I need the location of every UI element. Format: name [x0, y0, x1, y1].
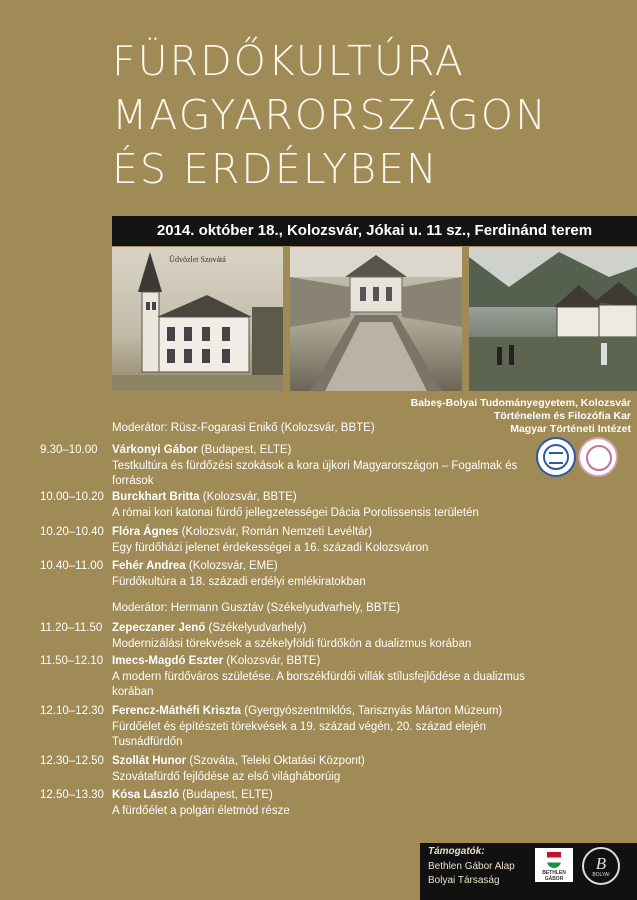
speaker-affiliation: (Szováta, Teleki Oktatási Központ) — [186, 755, 365, 767]
date-location-bar: 2014. október 18., Kolozsvár, Jókai u. 11 sz., Ferdinánd terem — [112, 216, 637, 246]
moderator-1: Moderátor: Rüsz-Fogarasi Enikő (Kolozsvár, BBTE) — [112, 422, 375, 434]
program-speaker-line — [112, 789, 273, 801]
speaker-name: Ferencz-Máthéfi Kriszta — [112, 705, 242, 717]
program-speaker-line — [112, 755, 365, 767]
chalet-photo — [469, 247, 637, 391]
bolyai-tarsasag-logo — [582, 847, 620, 885]
talk-title: A fürdőélet a polgári életmód része — [112, 805, 290, 817]
speaker-name: Várkonyi Gábor — [112, 444, 198, 456]
program-speaker-line — [112, 622, 306, 634]
speaker-affiliation: (Kolozsvár, Román Nemzeti Levéltár) — [178, 526, 373, 538]
program-time: 9.30–10.00 — [40, 444, 98, 456]
poster-title — [112, 34, 622, 196]
title-line-2: MAGYARORSZÁGON — [112, 91, 548, 139]
speaker-affiliation: (Gyergyószentmiklós, Tarisznyás Márton Múzeum) — [241, 705, 503, 717]
program-speaker-line — [112, 560, 278, 572]
talk-title: A modern fürdőváros születése. A borszékfürdői villák stílusfejlődése a dualizmus korában — [112, 671, 525, 698]
speaker-name: Kósa László — [112, 789, 180, 801]
speaker-name: Imecs-Magdó Eszter — [112, 655, 224, 667]
talk-title: Egy fürdőházi jelenet érdekességei a 16. századi Kolozsváron — [112, 542, 429, 554]
program-speaker-line — [112, 705, 502, 717]
program-speaker-line — [112, 444, 291, 456]
speaker-name: Flóra Ágnes — [112, 526, 179, 538]
program-speaker-line — [112, 491, 297, 503]
speaker-name: Fehér Andrea — [112, 560, 186, 572]
institute-line-2: Történelem és Filozófia Kar — [493, 410, 631, 422]
speaker-affiliation: (Kolozsvár, BBTE) — [199, 491, 297, 503]
sponsors-label: Támogatók: — [428, 846, 485, 857]
speaker-affiliation: (Kolozsvár, BBTE) — [223, 655, 321, 667]
bolyai-logo-letter: B — [595, 854, 607, 873]
pool-photo — [290, 247, 462, 391]
program-time: 11.20–11.50 — [40, 622, 103, 634]
program-time: 11.50–12.10 — [40, 655, 104, 667]
program-time: 12.30–12.50 — [40, 755, 104, 767]
talk-title: Szovátafürdő fejlődése az első világháborúig — [112, 771, 341, 783]
talk-title: Testkultúra és fürdőzési szokások a kora újkori Magyarországon – Fogalmak és források — [112, 460, 518, 487]
shield-icon — [547, 852, 561, 868]
title-line-1: FÜRDŐKULTÚRA — [112, 37, 465, 85]
program-speaker-line — [112, 526, 372, 538]
faculty-logo — [578, 437, 618, 477]
bolyai-logo-text: BOLYAI — [592, 872, 610, 878]
talk-title: Modernizálási törekvések a székelyföldi fürdőkön a dualizmus korában — [112, 638, 472, 650]
institute-line-3: Magyar Történeti Intézet — [510, 423, 631, 435]
speaker-name: Burckhart Britta — [112, 491, 200, 503]
bga-logo-text: BETHLEN GÁBOR — [542, 870, 566, 882]
talk-title: Fürdőkultúra a 18. századi erdélyi emlékiratokban — [112, 576, 366, 588]
title-line-3: ÉS ERDÉLYBEN — [112, 145, 439, 193]
sponsor-2: Bolyai Társaság — [428, 875, 500, 886]
program-time: 10.40–11.00 — [40, 560, 104, 572]
speaker-affiliation: (Székelyudvarhely) — [205, 622, 307, 634]
speaker-name: Zepeczaner Jenő — [112, 622, 206, 634]
speaker-name: Szollát Hunor — [112, 755, 187, 767]
program-speaker-line — [112, 655, 320, 667]
talk-title: A római kori katonai fürdő jellegzetességei Dácia Porolissensis területén — [112, 507, 479, 519]
university-logo — [536, 437, 576, 477]
villa-photo — [112, 247, 283, 391]
moderator-2: Moderátor: Hermann Gusztáv (Székelyudvarhely, BBTE) — [112, 602, 401, 614]
bethlen-gabor-logo — [535, 848, 573, 882]
program-time: 12.50–13.30 — [40, 789, 104, 801]
institute-line-1: Babeş-Bolyai Tudományegyetem, Kolozsvár — [410, 397, 631, 409]
speaker-affiliation: (Budapest, ELTE) — [179, 789, 273, 801]
program-time: 10.00–10.20 — [40, 491, 104, 503]
photo-caption: Üdvözlet Szovátá — [169, 255, 226, 264]
speaker-affiliation: (Budapest, ELTE) — [197, 444, 292, 456]
institute-info — [371, 397, 631, 436]
program-time: 12.10–12.30 — [40, 705, 104, 717]
speaker-affiliation: (Kolozsvár, EME) — [185, 560, 278, 572]
program-time: 10.20–10.40 — [40, 526, 104, 538]
talk-title: Fürdőélet és építészeti törekvések a 19. század végén, 20. század elején Tusnádfürdőn — [112, 721, 486, 748]
sponsor-1: Bethlen Gábor Alap — [428, 861, 515, 872]
